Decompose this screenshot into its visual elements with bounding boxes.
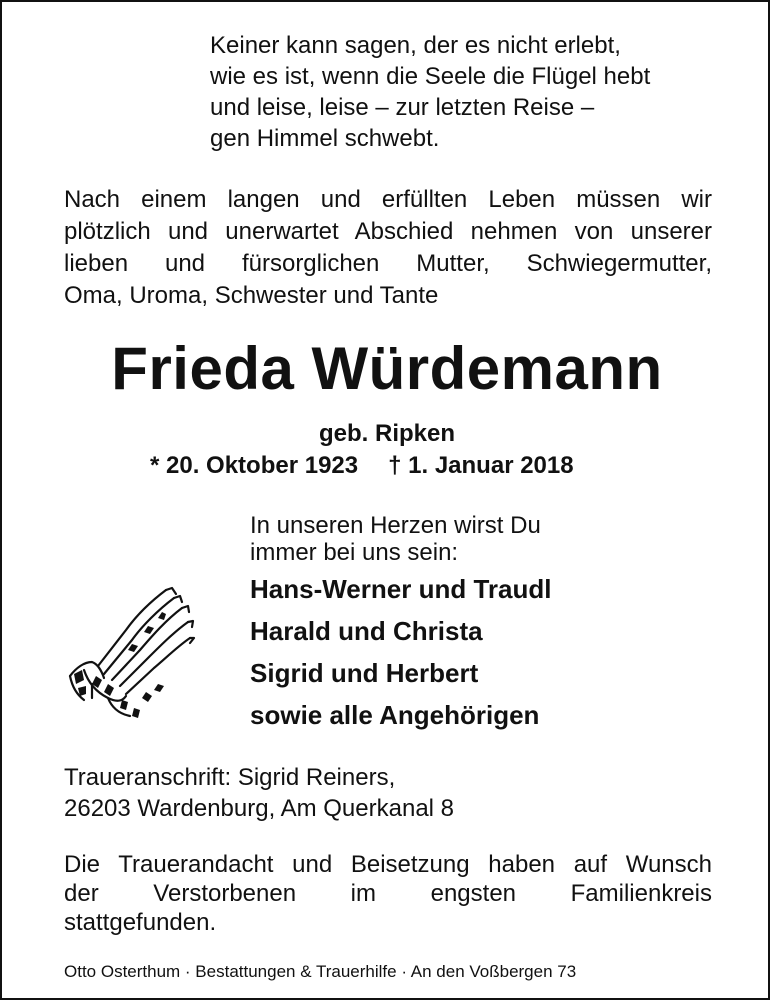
notice-line: der Verstorbenen im engsten Familienkreis: [64, 880, 712, 907]
notice-line: stattgefunden.: [64, 909, 217, 936]
mourners-list: [250, 568, 551, 736]
mourners-intro: [250, 512, 541, 566]
intro-line: Oma, Uroma, Schwester und Tante: [64, 282, 439, 309]
mourners-intro-line: immer bei uns sein:: [250, 539, 459, 566]
mourning-address: [64, 762, 454, 824]
intro-line: lieben und fürsorglichen Mutter, Schwiegermutter,: [64, 250, 712, 277]
poem-line: Keiner kann sagen, der es nicht erlebt,: [210, 32, 621, 59]
funeral-notice: [64, 850, 712, 937]
death-date: † 1. Januar 2018: [388, 452, 574, 479]
poem-line: gen Himmel schwebt.: [210, 125, 440, 152]
address-line: Traueranschrift: Sigrid Reiners,: [64, 764, 396, 791]
deceased-name: Frieda Würdemann: [111, 335, 663, 402]
mourner-name: Hans-Werner und Traudl: [250, 574, 552, 604]
intro-paragraph: [64, 184, 712, 312]
notice-line: Die Trauerandacht und Beisetzung haben auf Wunsch: [64, 851, 712, 878]
mourner-name: Sigrid und Herbert: [250, 658, 479, 688]
mourner-name: sowie alle Angehörigen: [250, 700, 540, 730]
birth-date: * 20. Oktober 1923: [150, 452, 359, 479]
mourner-name: Harald und Christa: [250, 616, 483, 646]
poem-line: wie es ist, wenn die Seele die Flügel hebt: [210, 63, 651, 90]
mourners-intro-line: In unseren Herzen wirst Du: [250, 512, 541, 539]
praying-hands-icon: [62, 580, 212, 730]
life-dates: [150, 452, 574, 480]
maiden-name: geb. Ripken: [318, 420, 456, 447]
poem: [210, 30, 650, 154]
funeral-home-footer: Otto Osterthum · Bestattungen & Trauerhilfe · An den Voßbergen 73: [64, 962, 577, 981]
address-line: 26203 Wardenburg, Am Querkanal 8: [64, 795, 455, 822]
intro-line: Nach einem langen und erfüllten Leben müssen wir: [64, 186, 712, 213]
poem-line: und leise, leise – zur letzten Reise –: [210, 94, 595, 121]
intro-line: plötzlich und unerwartet Abschied nehmen von unserer: [64, 218, 712, 245]
